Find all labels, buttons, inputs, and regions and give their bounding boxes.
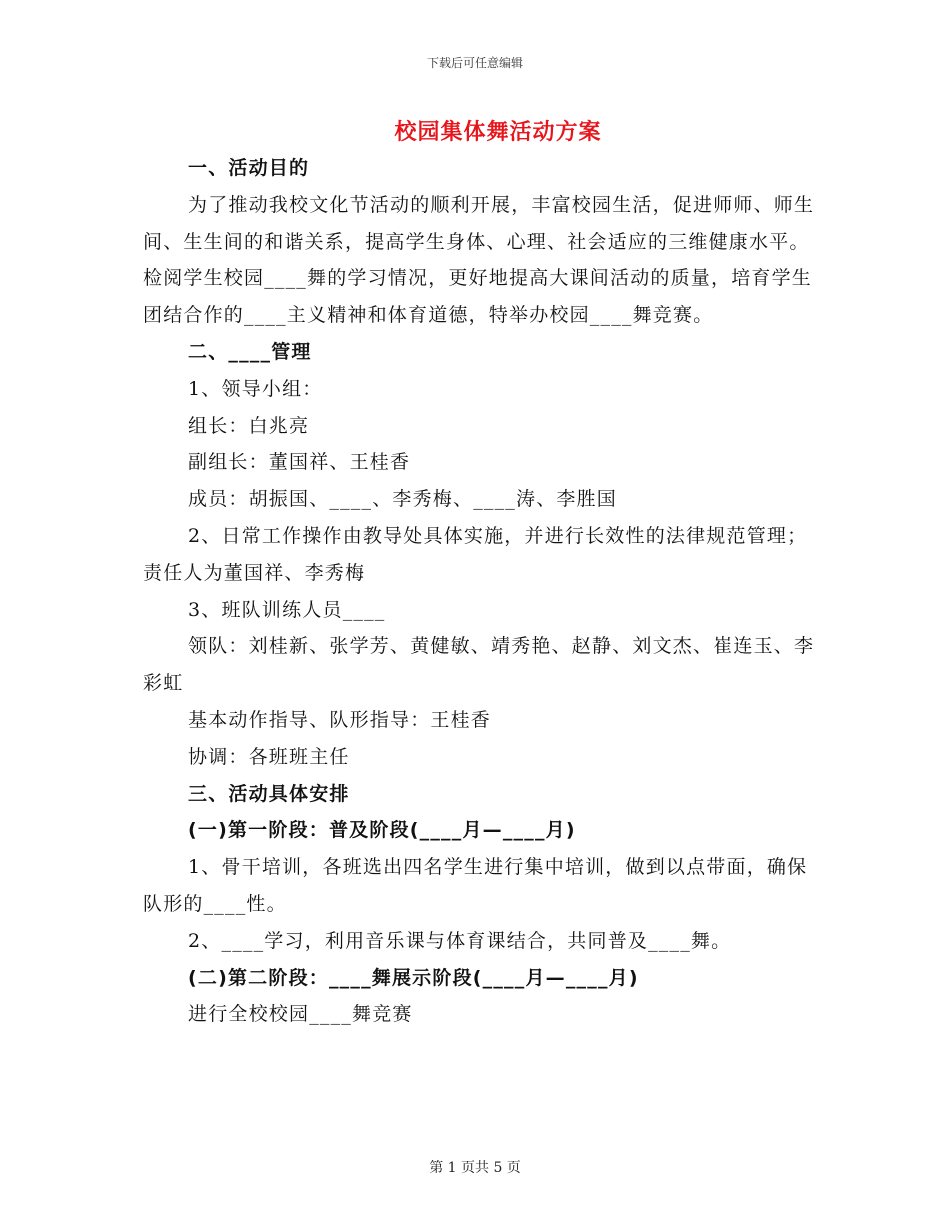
group-members: 成员：胡振国、____、李秀梅、____涛、李胜国 [188,488,618,511]
document-title: 校园集体舞活动方案 [394,120,602,145]
section-heading-1: 一、活动目的 [188,157,310,179]
movement-guidance: 基本动作指导、队形指导：王桂香 [188,708,492,731]
daily-management-paragraph: 2、日常工作操作由教导处具体实施，并进行长效性的法律规范管理；责任人为董国祥、李秀梅 [143,524,808,584]
deputy-group-leader: 副组长：董国祥、王桂香 [188,451,411,474]
stage-one-heading: (一)第一阶段：普及阶段(____月—____月) [188,819,576,842]
document-body [143,150,815,1033]
group-leader: 组长：白兆亮 [188,414,310,437]
backbone-training-paragraph: 1、骨干培训，各班选出四名学生进行集中培训，做到以点带面，确保队形的____性。 [143,856,808,915]
purpose-paragraph: 为了推动我校文化节活动的顺利开展，丰富校园生活，促进师师、师生间、生生间的和谐关系，提高学生身体、心理、社会适应的三维健康水平。检阅学生校园____舞的学习情况，更好地提高大课间活动的质量，培育学生团结合作的____主义精神和体育道德，特举办校园____舞竞赛。 [143,193,815,327]
leadership-group-label: 1、领导小组： [188,377,323,400]
competition-line: 进行全校校园____舞竞赛 [188,1003,413,1026]
page-footer: 第 1 页共 5 页 [429,1160,521,1176]
section-heading-2: 二、____管理 [188,340,312,363]
team-leaders: 领队：刘桂新、张学芳、黄健敏、靖秀艳、赵静、刘文杰、崔连玉、李彩虹 [143,635,815,695]
stage-two-heading: (二)第二阶段：____舞展示阶段(____月—____月) [188,966,639,989]
coordination: 协调：各班班主任 [188,745,350,768]
page-header: 下载后可任意编辑 [426,56,523,70]
class-training-staff: 3、班队训练人员____ [188,598,386,621]
section-heading-3: 三、活动具体安排 [188,782,350,805]
learning-paragraph: 2、____学习，利用音乐课与体育课结合，共同普及____舞。 [188,929,732,952]
